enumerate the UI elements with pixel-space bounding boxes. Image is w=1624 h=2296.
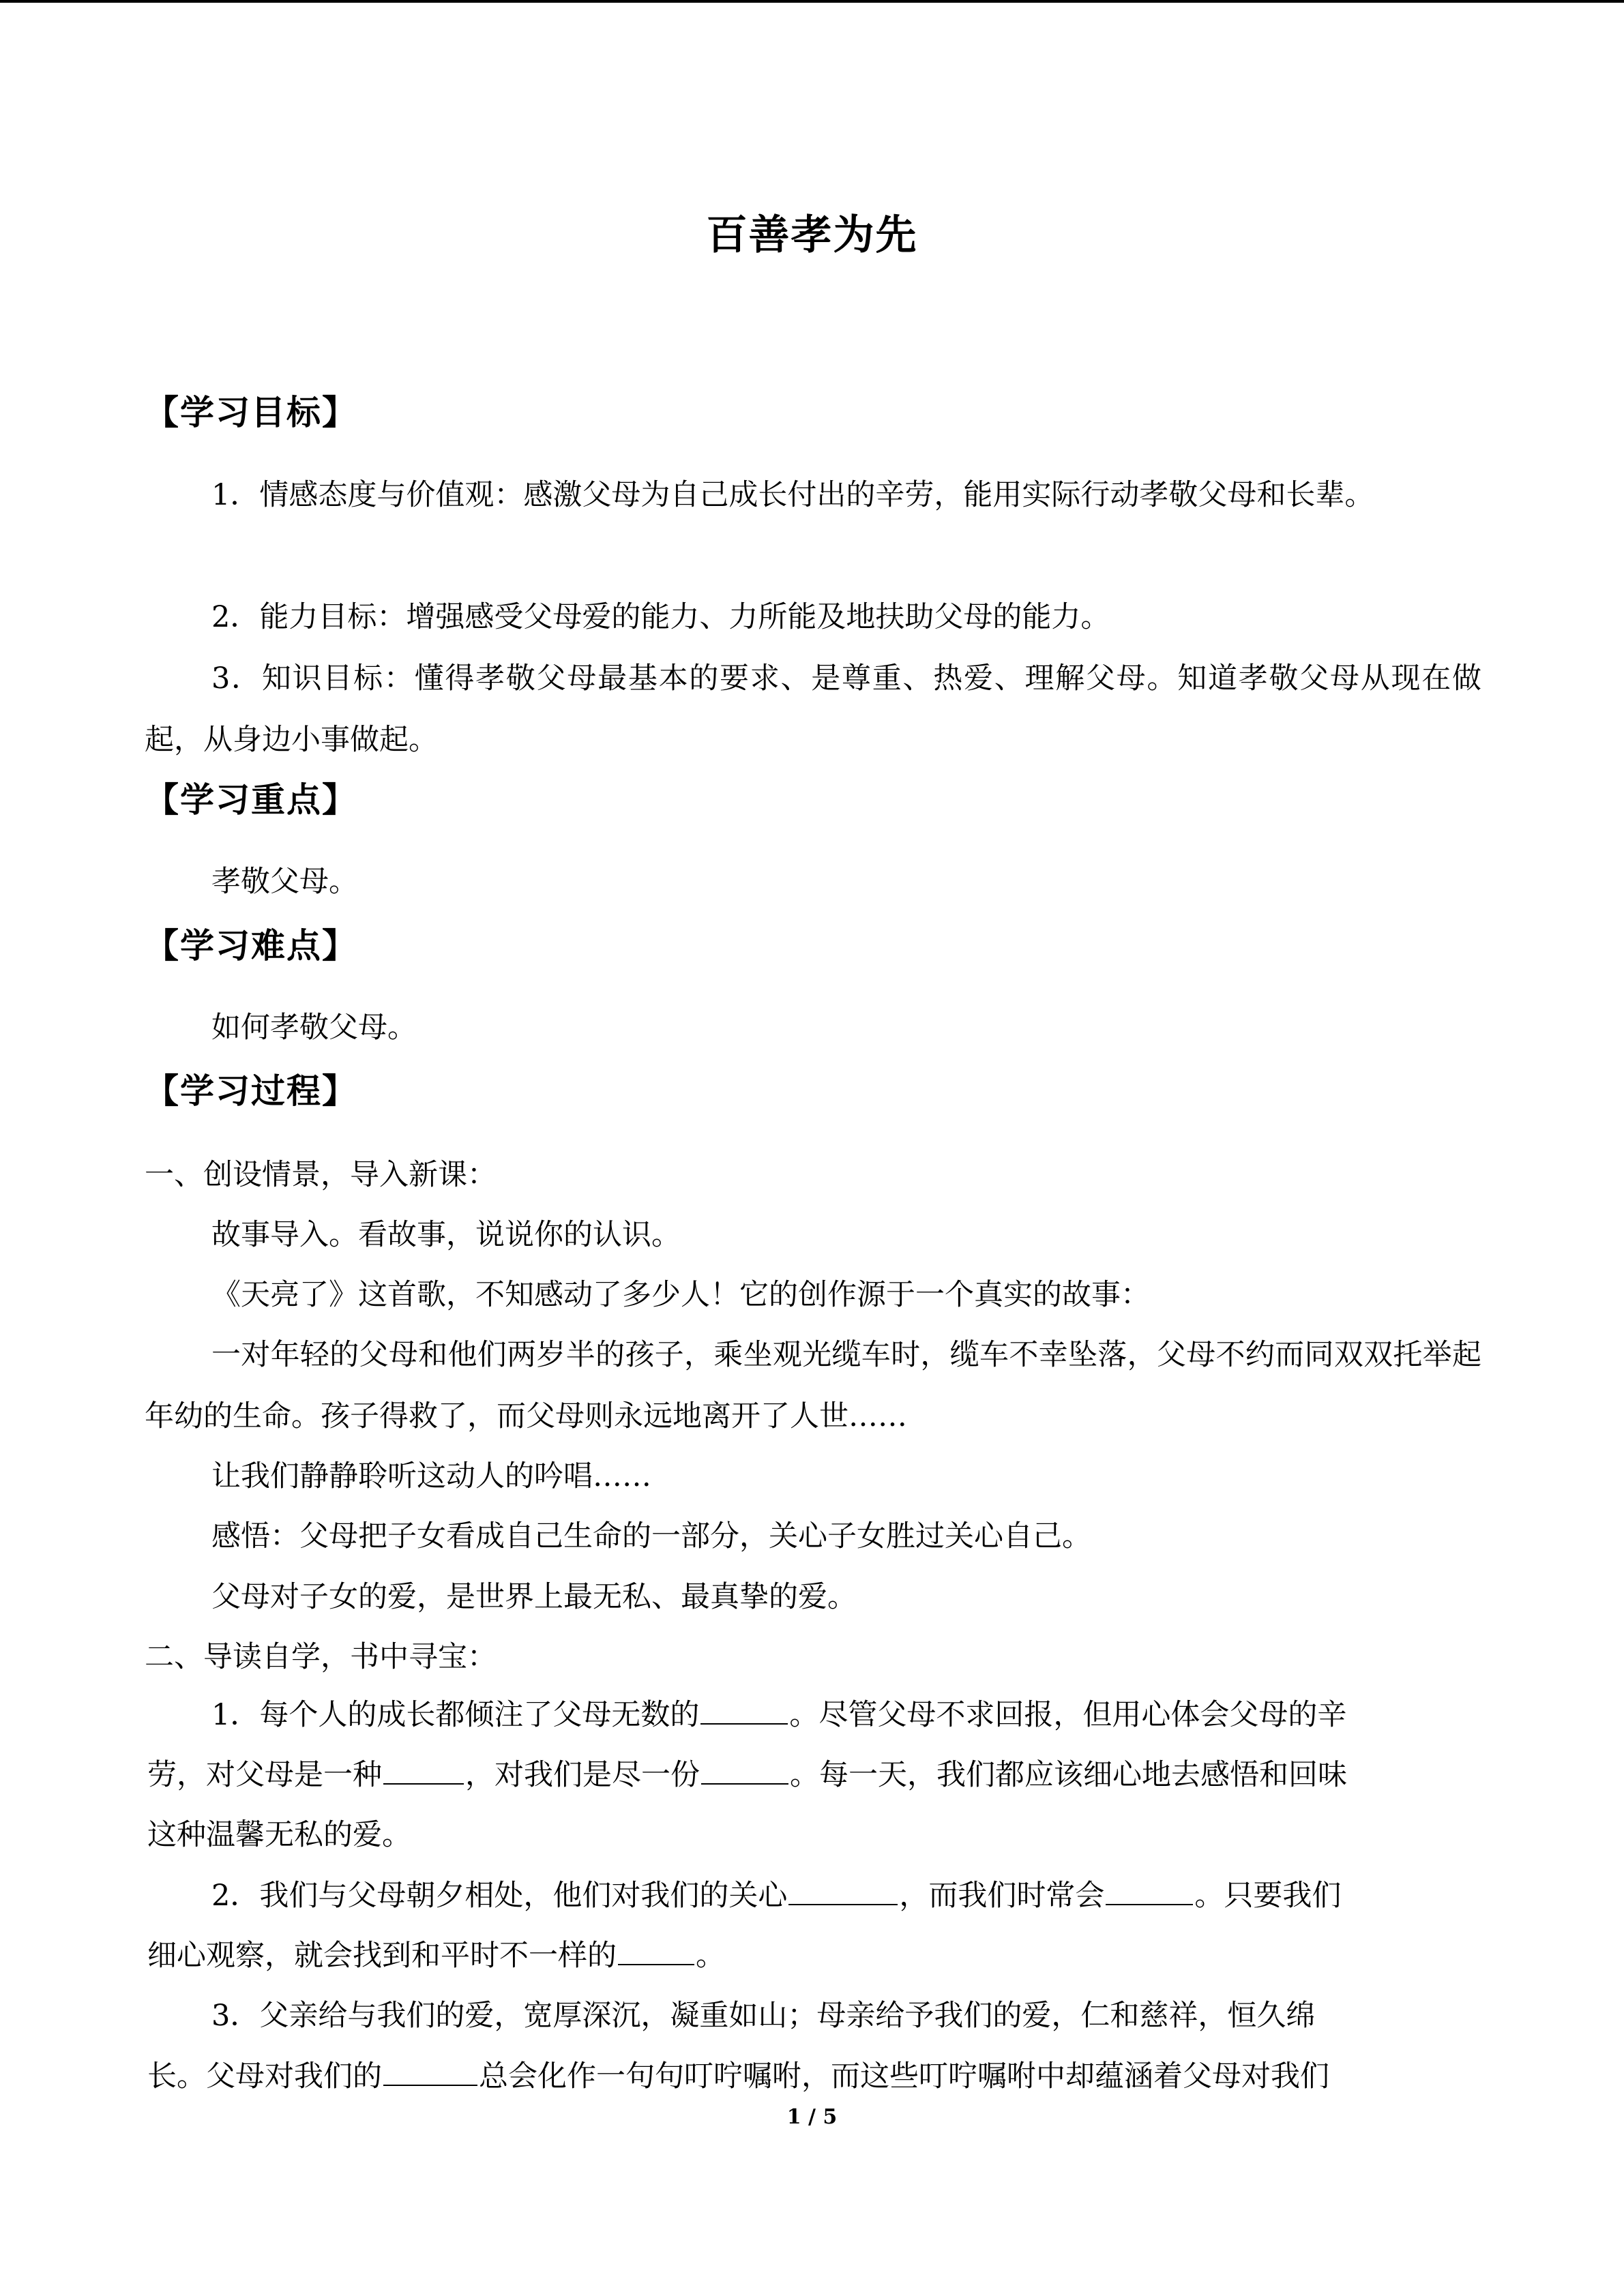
key-point-text: 孝敬父母。	[211, 865, 358, 899]
question-2-line-1: 2．我们与父母朝夕相处，他们对我们的关心 ，而我们时常会 。只要我们	[211, 1875, 1341, 1916]
goal-item-2: 2．能力目标：增强感受父母爱的能力、力所能及地扶助父母的能力。	[211, 600, 1110, 634]
section-heading-difficulty: 【学习难点】	[145, 926, 357, 966]
question-1-line-3: 这种温馨无私的爱。	[147, 1818, 411, 1852]
document-title: 百善孝为先	[706, 211, 918, 259]
difficulty-text: 如何孝敬父母。	[211, 1011, 417, 1045]
process-part1-line-6: 父母对子女的爱，是世界上最无私、最真挚的爱。	[211, 1580, 857, 1614]
process-part1-line-1: 故事导入。看故事，说说你的认识。	[211, 1218, 681, 1252]
fill-in-blank[interactable]	[701, 1756, 788, 1785]
question-3-line-2: 长。父母对我们的 总会化作一句句叮咛嘱咐，而这些叮咛嘱咐中却蕴涵着父母对我们	[147, 2056, 1329, 2097]
section-heading-process: 【学习过程】	[145, 1071, 357, 1111]
section-heading-goals: 【学习目标】	[145, 393, 357, 432]
section-heading-key: 【学习重点】	[145, 780, 357, 820]
process-part1-title: 一、创设情景，导入新课：	[145, 1158, 497, 1192]
top-border-line	[0, 0, 1624, 3]
question-1-line-1: 1．每个人的成长都倾注了父母无数的 。尽管父母不求回报，但用心体会父母的辛	[211, 1695, 1346, 1735]
process-part1-line-3: 一对年轻的父母和他们两岁半的孩子，乘坐观光缆车时，缆车不幸坠落，父母不约而同双双托举起年幼的生命。孩子得救了，而父母则永远地离开了人世……	[145, 1338, 1481, 1433]
fill-in-blank[interactable]	[700, 1696, 788, 1725]
process-part1-line-4: 让我们静静聆听这动人的吟唱……	[211, 1459, 651, 1493]
question-3-line-1: 3．父亲给与我们的爱，宽厚深沉，凝重如山；母亲给予我们的爱，仁和慈祥，恒久绵	[211, 1999, 1316, 2033]
question-1-line-2: 劳，对父母是一种 ，对我们是尽一份 。每一天，我们都应该细心地去感悟和回味	[147, 1755, 1347, 1795]
page-number: 1 / 5	[786, 2105, 838, 2129]
goal-item-3: 3．知识目标：懂得孝敬父母最基本的要求、是尊重、热爱、理解父母。知道孝敬父母从现在做起，从身边小事做起。	[145, 661, 1481, 757]
fill-in-blank[interactable]	[383, 1756, 464, 1785]
fill-in-blank[interactable]	[618, 1937, 694, 1965]
fill-in-blank[interactable]	[1106, 1877, 1193, 1905]
goal-item-1: 1．情感态度与价值观：感激父母为自己成长付出的辛劳，能用实际行动孝敬父母和长辈。	[211, 478, 1374, 512]
process-part1-line-5: 感悟：父母把子女看成自己生命的一部分，关心子女胜过关心自己。	[211, 1519, 1091, 1553]
fill-in-blank[interactable]	[788, 1877, 898, 1905]
question-2-line-2: 细心观察，就会找到和平时不一样的 。	[147, 1935, 725, 1976]
process-part2-title: 二、导读自学，书中寻宝：	[145, 1640, 497, 1674]
process-part1-line-2: 《天亮了》这首歌，不知感动了多少人！它的创作源于一个真实的故事：	[211, 1278, 1150, 1312]
fill-in-blank[interactable]	[383, 2057, 477, 2086]
